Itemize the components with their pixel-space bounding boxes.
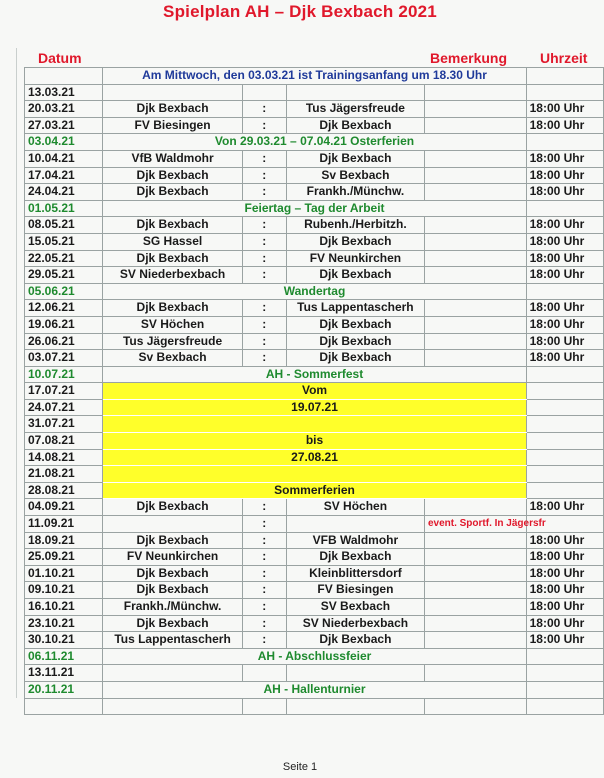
page-title: Spielplan AH – Djk Bexbach 2021	[163, 2, 437, 21]
info-cell: Wandertag	[103, 283, 526, 300]
away-team-cell: SV Höchen	[286, 499, 424, 516]
table-row	[25, 648, 604, 665]
home-team-cell: SG Hassel	[103, 233, 242, 250]
date-cell: 15.05.21	[25, 233, 103, 250]
table-row	[25, 615, 604, 632]
remark-cell	[424, 167, 526, 184]
table-row	[25, 549, 604, 566]
time-cell	[526, 283, 603, 300]
date-cell: 21.08.21	[25, 466, 103, 483]
table-row	[25, 582, 604, 599]
page-number: Seite 1	[282, 761, 318, 773]
header-uhrzeit: Uhrzeit	[540, 50, 588, 66]
home-team-cell: Djk Bexbach	[103, 167, 242, 184]
away-team-cell: Djk Bexbach	[286, 233, 424, 250]
date-cell: 23.10.21	[25, 615, 103, 632]
table-row	[25, 416, 604, 433]
remark-cell	[424, 101, 526, 118]
summer-break-cell: 27.08.21	[103, 449, 526, 466]
date-cell: 31.07.21	[25, 416, 103, 433]
time-cell: 18:00 Uhr	[526, 350, 603, 367]
header-datum: Datum	[38, 50, 82, 66]
away-team-cell: Frankh./Münchw.	[286, 184, 424, 201]
date-cell: 18.09.21	[25, 532, 103, 549]
home-team-cell: VfB Waldmohr	[103, 150, 242, 167]
table-row	[25, 200, 604, 217]
remark-cell	[424, 267, 526, 284]
time-cell: 18:00 Uhr	[526, 117, 603, 134]
table-row	[25, 482, 604, 499]
away-team-cell: Djk Bexbach	[286, 333, 424, 350]
separator-cell: :	[242, 300, 286, 317]
home-team-cell: Djk Bexbach	[103, 101, 242, 118]
date-cell: 12.06.21	[25, 300, 103, 317]
date-cell: 01.05.21	[25, 200, 103, 217]
home-team-cell	[103, 516, 242, 533]
remark-cell	[424, 117, 526, 134]
home-team-cell: Tus Jägersfreude	[103, 333, 242, 350]
table-row	[25, 217, 604, 234]
time-cell: 18:00 Uhr	[526, 167, 603, 184]
separator-cell: :	[242, 150, 286, 167]
time-cell: 18:00 Uhr	[526, 615, 603, 632]
away-team-cell	[286, 665, 424, 682]
table-row	[25, 599, 604, 616]
table-row	[25, 117, 604, 134]
date-cell: 13.11.21	[25, 665, 103, 682]
away-team-cell	[286, 84, 424, 101]
time-cell: 18:00 Uhr	[526, 267, 603, 284]
time-cell: 18:00 Uhr	[526, 250, 603, 267]
time-cell: 18:00 Uhr	[526, 532, 603, 549]
summer-break-cell: bis	[103, 433, 526, 450]
time-cell	[526, 383, 603, 400]
home-team-cell: FV Biesingen	[103, 117, 242, 134]
separator-cell: :	[242, 516, 286, 533]
remark-cell	[424, 615, 526, 632]
date-cell	[25, 68, 103, 85]
away-team-cell: Djk Bexbach	[286, 117, 424, 134]
away-team-cell: Djk Bexbach	[286, 632, 424, 649]
date-cell: 10.04.21	[25, 150, 103, 167]
separator-cell: :	[242, 167, 286, 184]
separator-cell: :	[242, 599, 286, 616]
date-cell: 06.11.21	[25, 648, 103, 665]
info-cell: Am Mittwoch, den 03.03.21 ist Trainingsanfang um 18.30 Uhr	[103, 68, 526, 85]
time-cell: 18:00 Uhr	[526, 333, 603, 350]
remark-cell	[424, 532, 526, 549]
remark-cell	[424, 565, 526, 582]
table-row	[25, 233, 604, 250]
time-cell	[526, 200, 603, 217]
home-team-cell: Sv Bexbach	[103, 350, 242, 367]
table-row	[25, 499, 604, 516]
time-cell: 18:00 Uhr	[526, 599, 603, 616]
table-row	[25, 300, 604, 317]
separator-cell: :	[242, 101, 286, 118]
home-team-cell: SV Höchen	[103, 316, 242, 333]
away-team-cell: Sv Bexbach	[286, 167, 424, 184]
date-cell	[25, 698, 103, 715]
away-team-cell	[286, 516, 424, 533]
date-cell: 24.07.21	[25, 399, 103, 416]
away-team-cell: VFB Waldmohr	[286, 532, 424, 549]
table-row	[25, 565, 604, 582]
home-team-cell: Djk Bexbach	[103, 184, 242, 201]
table-row	[25, 532, 604, 549]
remark-cell	[424, 698, 526, 715]
separator-cell: :	[242, 549, 286, 566]
remark-cell	[424, 582, 526, 599]
separator-cell: :	[242, 615, 286, 632]
home-team-cell	[103, 84, 242, 101]
away-team-cell: Tus Lappentascherh	[286, 300, 424, 317]
info-cell: AH - Hallenturnier	[103, 681, 526, 698]
date-cell: 07.08.21	[25, 433, 103, 450]
table-row	[25, 399, 604, 416]
remark-cell	[424, 150, 526, 167]
away-team-cell: Djk Bexbach	[286, 267, 424, 284]
separator-cell: :	[242, 532, 286, 549]
table-row	[25, 698, 604, 715]
time-cell: 18:00 Uhr	[526, 233, 603, 250]
table-row	[25, 167, 604, 184]
away-team-cell: Djk Bexbach	[286, 150, 424, 167]
time-cell: 18:00 Uhr	[526, 217, 603, 234]
away-team-cell: FV Biesingen	[286, 582, 424, 599]
home-team-cell: Djk Bexbach	[103, 499, 242, 516]
home-team-cell: Djk Bexbach	[103, 532, 242, 549]
date-cell: 16.10.21	[25, 599, 103, 616]
info-cell: AH - Abschlussfeier	[103, 648, 526, 665]
home-team-cell: FV Neunkirchen	[103, 549, 242, 566]
time-cell: 18:00 Uhr	[526, 632, 603, 649]
remark-cell	[424, 184, 526, 201]
date-cell: 19.06.21	[25, 316, 103, 333]
time-cell	[526, 482, 603, 499]
home-team-cell	[103, 665, 242, 682]
time-cell: 18:00 Uhr	[526, 101, 603, 118]
away-team-cell: Rubenh./Herbitzh.	[286, 217, 424, 234]
time-cell	[526, 648, 603, 665]
time-cell: 18:00 Uhr	[526, 582, 603, 599]
home-team-cell: Djk Bexbach	[103, 565, 242, 582]
away-team-cell: Djk Bexbach	[286, 549, 424, 566]
separator-cell: :	[242, 499, 286, 516]
away-team-cell: Kleinblittersdorf	[286, 565, 424, 582]
separator-cell: :	[242, 333, 286, 350]
time-cell: 18:00 Uhr	[526, 565, 603, 582]
remark-cell	[424, 217, 526, 234]
away-team-cell: Djk Bexbach	[286, 350, 424, 367]
date-cell: 11.09.21	[25, 516, 103, 533]
table-row	[25, 134, 604, 151]
table-row	[25, 333, 604, 350]
table-row	[25, 101, 604, 118]
table-row	[25, 516, 604, 533]
separator-cell: :	[242, 350, 286, 367]
date-cell: 05.06.21	[25, 283, 103, 300]
separator-cell: :	[242, 117, 286, 134]
remark-cell	[424, 632, 526, 649]
date-cell: 27.03.21	[25, 117, 103, 134]
remark-cell	[424, 233, 526, 250]
table-row	[25, 433, 604, 450]
remark-cell: event. Sportf. In Jägersfr	[424, 516, 526, 533]
remark-cell	[424, 300, 526, 317]
margin-line	[16, 48, 17, 698]
date-cell: 17.04.21	[25, 167, 103, 184]
time-cell: 18:00 Uhr	[526, 549, 603, 566]
table-row	[25, 665, 604, 682]
home-team-cell: Djk Bexbach	[103, 615, 242, 632]
time-cell	[526, 665, 603, 682]
time-cell	[526, 399, 603, 416]
table-row	[25, 267, 604, 284]
home-team-cell: Djk Bexbach	[103, 582, 242, 599]
date-cell: 10.07.21	[25, 366, 103, 383]
date-cell: 29.05.21	[25, 267, 103, 284]
remark-cell	[424, 549, 526, 566]
separator-cell: :	[242, 582, 286, 599]
time-cell	[526, 366, 603, 383]
remark-cell	[424, 250, 526, 267]
date-cell: 17.07.21	[25, 383, 103, 400]
separator-cell	[242, 698, 286, 715]
table-row	[25, 366, 604, 383]
remark-cell	[424, 333, 526, 350]
table-row	[25, 150, 604, 167]
table-row	[25, 316, 604, 333]
info-cell: AH - Sommerfest	[103, 366, 526, 383]
date-cell: 26.06.21	[25, 333, 103, 350]
date-cell: 08.05.21	[25, 217, 103, 234]
remark-cell	[424, 84, 526, 101]
remark-cell	[424, 499, 526, 516]
date-cell: 20.11.21	[25, 681, 103, 698]
time-cell: 18:00 Uhr	[526, 184, 603, 201]
date-cell: 13.03.21	[25, 84, 103, 101]
home-team-cell: Frankh./Münchw.	[103, 599, 242, 616]
table-row	[25, 283, 604, 300]
remark-cell	[424, 599, 526, 616]
schedule-table	[24, 67, 604, 715]
separator-cell: :	[242, 184, 286, 201]
time-cell	[526, 449, 603, 466]
date-cell: 24.04.21	[25, 184, 103, 201]
remark-cell	[424, 350, 526, 367]
date-cell: 09.10.21	[25, 582, 103, 599]
time-cell	[526, 134, 603, 151]
home-team-cell: Tus Lappentascherh	[103, 632, 242, 649]
table-row	[25, 681, 604, 698]
time-cell	[526, 68, 603, 85]
date-cell: 03.07.21	[25, 350, 103, 367]
date-cell: 01.10.21	[25, 565, 103, 582]
away-team-cell	[286, 698, 424, 715]
date-cell: 30.10.21	[25, 632, 103, 649]
time-cell: 18:00 Uhr	[526, 499, 603, 516]
away-team-cell: SV Bexbach	[286, 599, 424, 616]
table-row	[25, 350, 604, 367]
date-cell: 20.03.21	[25, 101, 103, 118]
table-row	[25, 632, 604, 649]
home-team-cell: Djk Bexbach	[103, 250, 242, 267]
table-row	[25, 466, 604, 483]
summer-break-cell	[103, 416, 526, 433]
away-team-cell: FV Neunkirchen	[286, 250, 424, 267]
date-cell: 03.04.21	[25, 134, 103, 151]
summer-break-cell	[103, 466, 526, 483]
separator-cell	[242, 84, 286, 101]
summer-break-cell: Sommerferien	[103, 482, 526, 499]
remark-cell	[424, 316, 526, 333]
time-cell: 18:00 Uhr	[526, 316, 603, 333]
summer-break-cell: Vom	[103, 383, 526, 400]
separator-cell: :	[242, 316, 286, 333]
home-team-cell: Djk Bexbach	[103, 217, 242, 234]
time-cell	[526, 681, 603, 698]
time-cell	[526, 433, 603, 450]
time-cell: 18:00 Uhr	[526, 150, 603, 167]
table-row	[25, 250, 604, 267]
date-cell: 22.05.21	[25, 250, 103, 267]
date-cell: 28.08.21	[25, 482, 103, 499]
time-cell	[526, 466, 603, 483]
table-row	[25, 84, 604, 101]
time-cell	[526, 416, 603, 433]
table-row	[25, 383, 604, 400]
home-team-cell	[103, 698, 242, 715]
away-team-cell: Tus Jägersfreude	[286, 101, 424, 118]
away-team-cell: SV Niederbexbach	[286, 615, 424, 632]
separator-cell: :	[242, 250, 286, 267]
separator-cell	[242, 665, 286, 682]
summer-break-cell: 19.07.21	[103, 399, 526, 416]
home-team-cell: SV Niederbexbach	[103, 267, 242, 284]
away-team-cell: Djk Bexbach	[286, 316, 424, 333]
time-cell	[526, 84, 603, 101]
header-bemerkung: Bemerkung	[430, 50, 508, 66]
separator-cell: :	[242, 217, 286, 234]
separator-cell: :	[242, 632, 286, 649]
table-row	[25, 68, 604, 85]
separator-cell: :	[242, 233, 286, 250]
separator-cell: :	[242, 267, 286, 284]
info-cell: Feiertag – Tag der Arbeit	[103, 200, 526, 217]
table-row	[25, 449, 604, 466]
home-team-cell: Djk Bexbach	[103, 300, 242, 317]
date-cell: 04.09.21	[25, 499, 103, 516]
time-cell: 18:00 Uhr	[526, 300, 603, 317]
remark-cell	[424, 665, 526, 682]
table-row	[25, 184, 604, 201]
info-cell: Von 29.03.21 – 07.04.21 Osterferien	[103, 134, 526, 151]
separator-cell: :	[242, 565, 286, 582]
date-cell: 25.09.21	[25, 549, 103, 566]
time-cell	[526, 698, 603, 715]
date-cell: 14.08.21	[25, 449, 103, 466]
